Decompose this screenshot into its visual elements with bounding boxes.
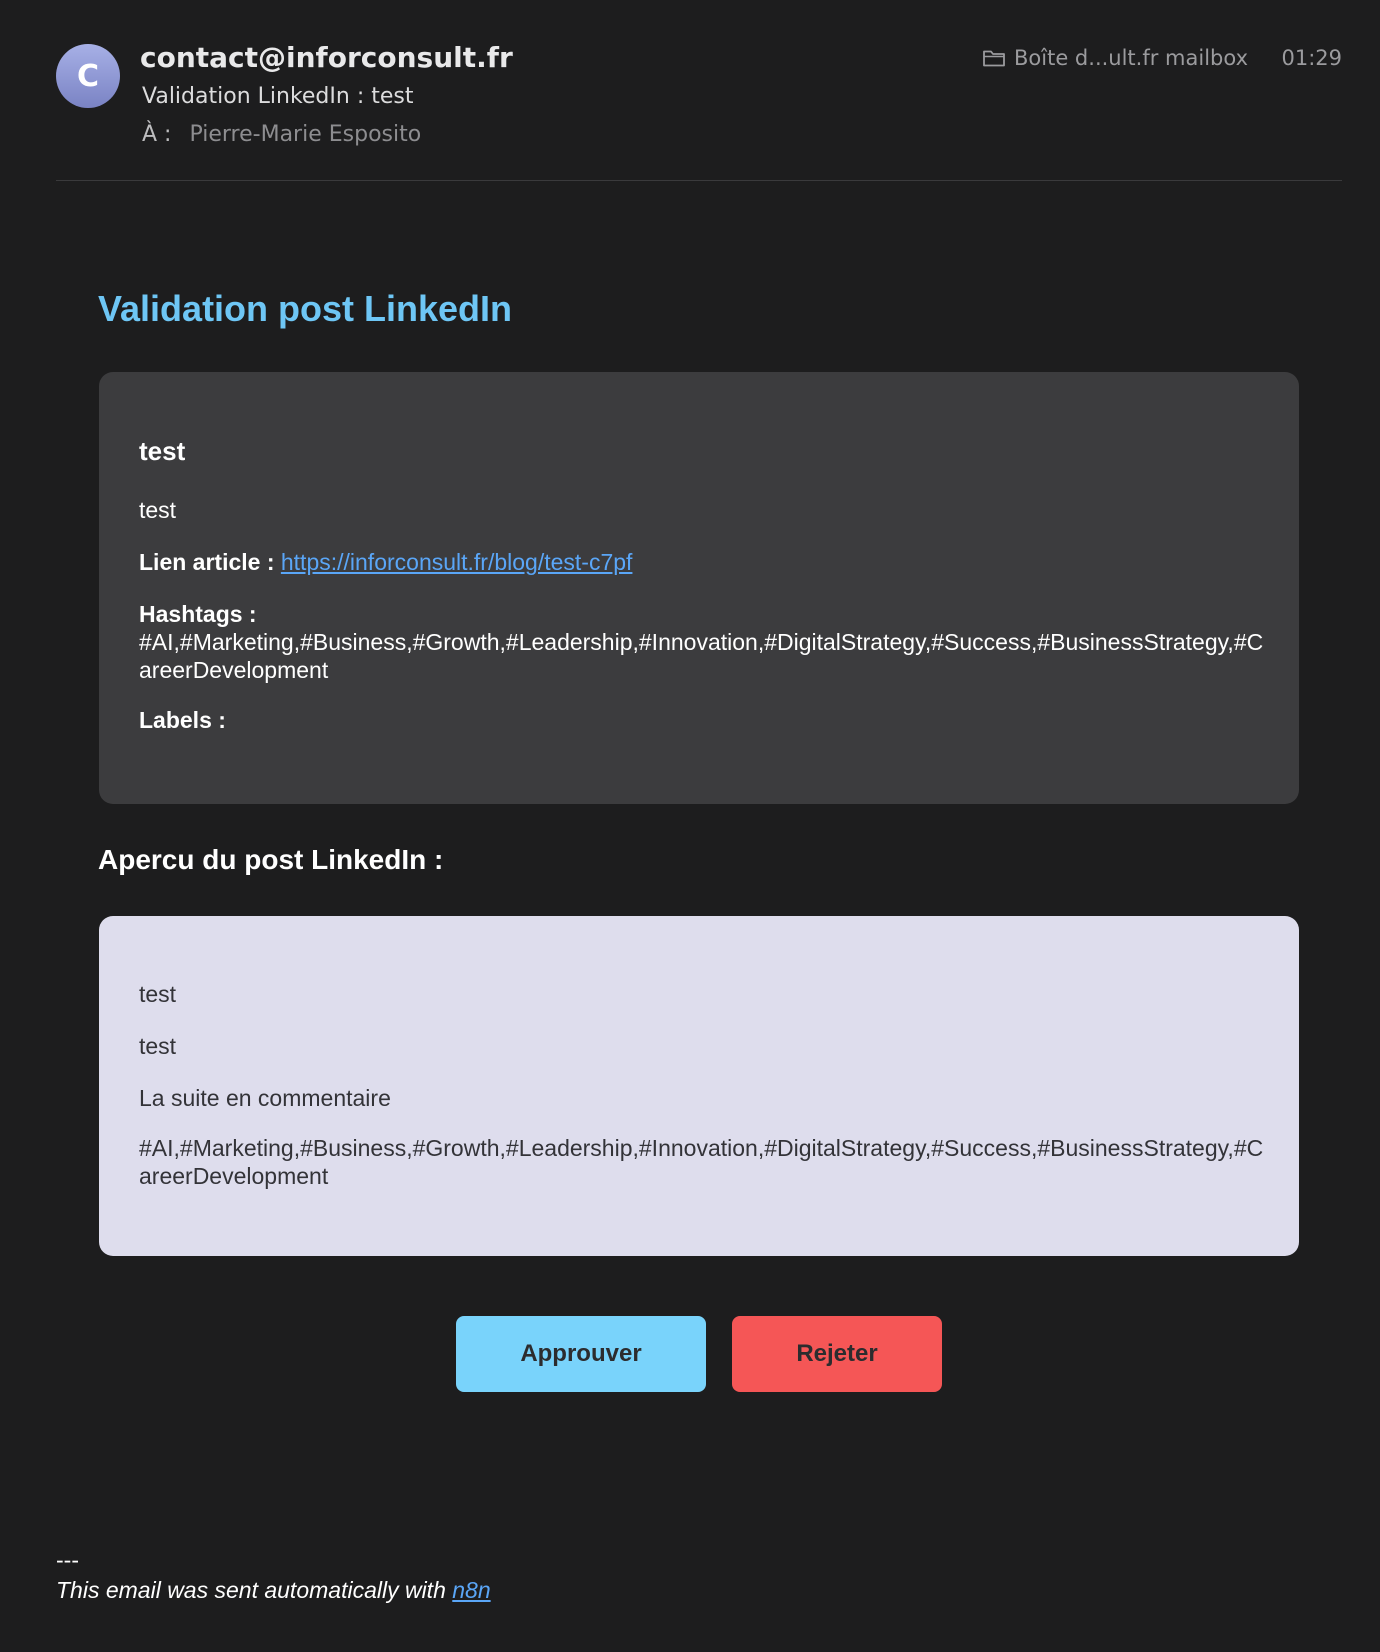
article-link-row	[139, 548, 632, 576]
header-divider	[56, 180, 1342, 181]
email-header	[56, 40, 1342, 180]
post-preview-card	[99, 916, 1299, 1256]
avatar[interactable]: C	[56, 44, 120, 108]
folder-icon	[982, 48, 1006, 68]
email-subject: Validation LinkedIn : test	[142, 84, 414, 109]
recipient-label: À :	[142, 122, 172, 147]
mailbox-indicator[interactable]	[982, 46, 1248, 70]
preview-line: test	[139, 981, 177, 1007]
hashtags-block	[139, 600, 1264, 684]
hashtags-label: Hashtags :	[139, 601, 257, 627]
footer-text: This email was sent automatically with	[56, 1577, 446, 1603]
preview-hashtags: #AI,#Marketing,#Business,#Growth,#Leadership,#Innovation,#DigitalStrategy,#Success,#BusinessStrategy,#CareerDevelopment	[139, 1135, 1264, 1189]
page-title: Validation post LinkedIn	[98, 288, 513, 329]
footer-note	[56, 1576, 491, 1604]
reject-button[interactable]: Rejeter	[732, 1316, 942, 1392]
labels-label: Labels :	[139, 707, 226, 733]
post-title: test	[139, 436, 186, 466]
preview-line: La suite en commentaire	[139, 1085, 391, 1111]
approve-button[interactable]: Approuver	[456, 1316, 706, 1392]
mailbox-label: Boîte d...ult.fr mailbox	[1014, 46, 1248, 70]
preview-line: test	[139, 1033, 177, 1059]
recipient-name[interactable]: Pierre-Marie Esposito	[189, 122, 422, 147]
sender-address[interactable]: contact@inforconsult.fr	[140, 41, 513, 74]
recipient-row	[142, 120, 421, 150]
post-text: test	[139, 497, 177, 523]
hashtags-value: #AI,#Marketing,#Business,#Growth,#Leadership,#Innovation,#DigitalStrategy,#Success,#BusinessStrategy,#CareerDevelopment	[139, 629, 1264, 683]
n8n-link[interactable]: n8n	[452, 1577, 491, 1603]
article-link[interactable]: https://inforconsult.fr/blog/test-c7pf	[280, 549, 633, 575]
article-link-label: Lien article :	[139, 549, 275, 575]
post-info-card	[99, 372, 1299, 804]
footer-separator: ---	[56, 1547, 79, 1573]
email-time: 01:29	[1281, 46, 1342, 70]
preview-heading: Apercu du post LinkedIn :	[98, 844, 444, 875]
